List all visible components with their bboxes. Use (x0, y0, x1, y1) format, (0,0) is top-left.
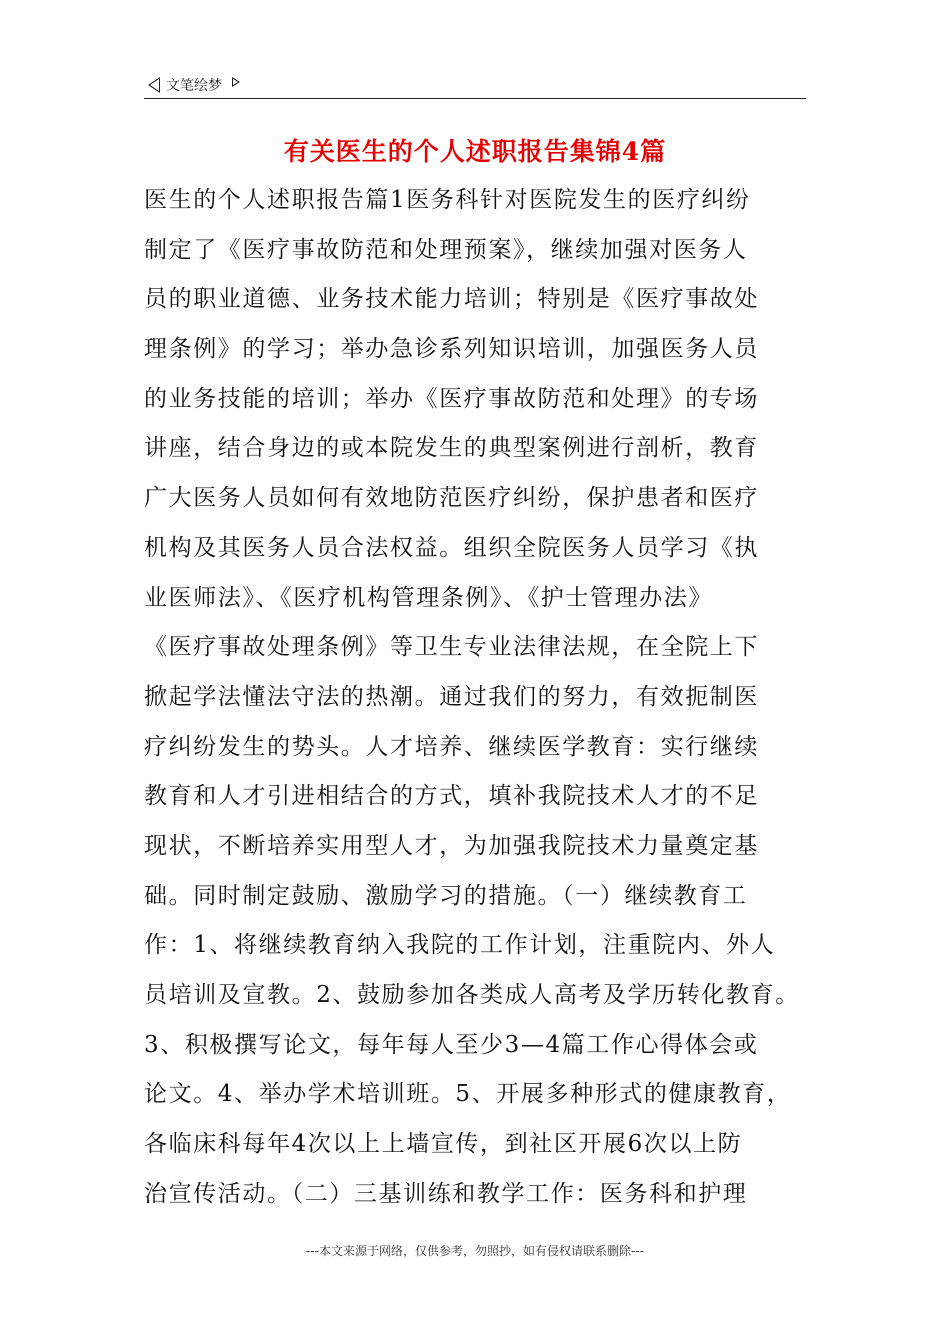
body-line: 作：1、将继续教育纳入我院的工作计划，注重院内、外人 (144, 932, 776, 959)
body-line: 员培训及宣教。2、鼓励参加各类成人高考及学历转化教育。 (144, 982, 800, 1008)
body-line: 疗纠纷发生的势头。人才培养、继续医学教育：实行继续 (144, 733, 759, 760)
body-line: 治宣传活动。（二）三基训练和教学工作：医务科和护理 (144, 1180, 748, 1207)
body-line: 机构及其医务人员合法权益。组织全院医务人员学习《执 (144, 534, 759, 561)
body-line: 讲座，结合身边的或本院发生的典型案例进行剖析，教育 (144, 435, 759, 462)
body-line: 各临床科每年4次以上上墙宣传，到社区开展6次以上防 (144, 1131, 743, 1158)
triangle-left-icon (148, 77, 160, 93)
triangle-right-icon (232, 77, 240, 87)
body-line: 制定了《医疗事故防范和处理预案》，继续加强对医务人 (144, 236, 748, 263)
header-brand (148, 72, 240, 98)
document-body (144, 176, 814, 1219)
body-line: 业医师法》、《医疗机构管理条例》、《护士管理办法》 (144, 584, 713, 611)
body-line: 《医疗事故处理条例》等卫生专业法律法规，在全院上下 (144, 634, 759, 661)
body-line: 论文。4、举办学术培训班。5、开展多种形式的健康教育， (144, 1081, 792, 1108)
body-line: 广大医务人员如何有效地防范医疗纠纷，保护患者和医疗 (144, 485, 759, 512)
body-line: 3、积极撰写论文，每年每人至少3—4篇工作心得体会或 (144, 1031, 759, 1058)
footer-notice: ---本文来源于网络，仅供参考，勿照抄，如有侵权请联系删除--- (306, 1244, 644, 1258)
body-line: 教育和人才引进相结合的方式，填补我院技术人才的不足 (144, 783, 759, 810)
body-line: 的业务技能的培训；举办《医疗事故防范和处理》的专场 (144, 385, 759, 412)
body-line: 现状，不断培养实用型人才，为加强我院技术力量奠定基 (144, 832, 759, 859)
body-line: 础。同时制定鼓励、激励学习的措施。（一）继续教育工 (144, 882, 748, 909)
body-line: 员的职业道德、业务技术能力培训；特别是《医疗事故处 (144, 286, 759, 313)
brand-label: 文笔绘梦 (166, 78, 222, 94)
body-line: 理条例》的学习；举办急诊系列知识培训，加强医务人员 (144, 336, 759, 363)
body-line: 掀起学法懂法守法的热潮。通过我们的努力，有效扼制医 (144, 683, 759, 710)
document-title: 有关医生的个人述职报告集锦4篇 (283, 137, 667, 166)
body-line: 医生的个人述职报告篇1医务科针对医院发生的医疗纠纷 (144, 187, 751, 213)
header-divider (144, 98, 806, 99)
